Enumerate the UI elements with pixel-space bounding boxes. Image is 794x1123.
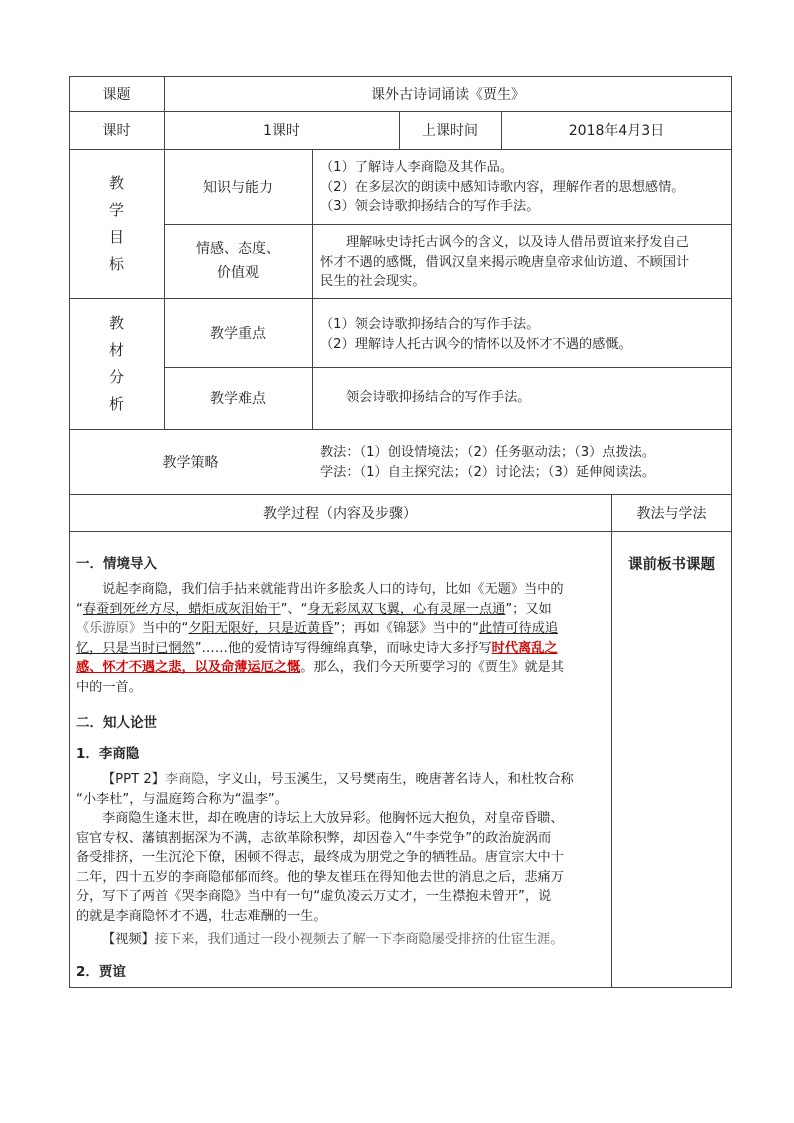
emotion-text: [320, 233, 689, 292]
hours-value: 1课时: [263, 123, 300, 139]
intro-line: [76, 639, 564, 659]
key-points-label: 教学重点: [210, 325, 266, 342]
objectives-group-label: [69, 149, 164, 298]
intro-line: [76, 619, 564, 639]
intro-line: 中的一首。: [76, 679, 142, 695]
intro-text: 。那么，我们今天所要学习的《贾生》就是其: [300, 660, 564, 675]
knowledge-items: [320, 158, 684, 217]
ppt-paragraph: [76, 770, 574, 809]
analysis-char: 析: [108, 394, 124, 413]
emotion-line: 怀才不遇的感慨，借讽汉皇来揭示晚唐皇帝求仙访道、不顾国计: [320, 254, 690, 270]
emotion-label: [164, 224, 312, 298]
hours-label: 课时: [102, 123, 131, 139]
poem-quote: 夕阳无限好，只是近黄昏: [188, 621, 334, 636]
analysis-char: 材: [108, 340, 124, 359]
learning-method: 学法：（1）自主探究法；（2）讨论法；（3）延伸阅读法。: [320, 464, 656, 480]
key-point-item: （1）领会诗歌抑扬结合的写作手法。: [320, 317, 540, 332]
highlight-text: 时代离乱之: [491, 640, 558, 656]
knowledge-item: （3）领会诗歌抑扬结合的写作手法。: [320, 199, 540, 214]
side-note: 课前板书课题: [628, 556, 715, 573]
topic-value: 课外古诗词诵读《贾生》: [371, 86, 525, 103]
knowledge-label: 知识与能力: [203, 179, 273, 196]
poem-title: 《乐游原》: [76, 621, 142, 636]
knowledge-item: （1）了解诗人李商隐及其作品。: [320, 160, 514, 175]
key-points-items: [320, 315, 632, 354]
process-column-header: 教学过程（内容及步骤）: [263, 505, 417, 522]
date-value: 2018年4月3日: [568, 123, 665, 139]
bio-line: 备受排挤，一生沉沦下僚，困顿不得志，最终成为朋党之争的牺牲品。唐宣宗大中十: [76, 850, 564, 865]
difficulty-label: 教学难点: [210, 391, 266, 407]
bio-line: 二年，四十五岁的李商隐郁郁而终。他的挚友崔珏在得知他去世的消息之后，悲痛万: [76, 869, 564, 885]
column-divider: [312, 149, 313, 429]
intro-text: 当中的“: [141, 621, 189, 636]
analysis-group-label: [69, 298, 164, 429]
bio-line: 李商隐生逢末世，却在晚唐的诗坛上大放异彩。他胸怀远大抱负，对皇帝昏聩、: [102, 811, 564, 826]
objectives-char: 教: [108, 173, 124, 192]
intro-text: ”；又如: [505, 601, 552, 617]
bio-line: 的就是李商隐怀才不遇，壮志难酬的一生。: [76, 908, 327, 924]
ppt-tag: 【PPT 2】: [102, 772, 165, 787]
emotion-line: 理解咏史诗托古讽今的含义，以及诗人借吊贾谊来抒发自己: [346, 235, 689, 250]
strategy-label: 教学策略: [162, 454, 219, 471]
intro-line: [76, 600, 564, 620]
ppt-line: “小李杜”，与温庭筠合称为“温李”。: [76, 791, 288, 807]
date-label: 上课时间: [422, 123, 478, 139]
poem-quote: 身无彩凤双飞翼，心有灵犀一点通: [307, 601, 506, 617]
row-divider: [69, 531, 732, 532]
video-text: 接下来，我们通过一段小视频去了解一下李商隐屡受排挤的仕宦生涯。: [154, 932, 564, 947]
objectives-char: 目: [108, 227, 124, 246]
difficulty-value: 领会诗歌抑扬结合的写作手法。: [346, 390, 531, 405]
intro-line: 说起李商隐，我们信手拈来就能背出许多脍炙人口的诗句，比如《无题》当中的: [102, 582, 564, 597]
ppt-line: [76, 770, 574, 790]
highlight-text: 感、怀才不遇之悲，以及命薄运厄之慨: [76, 660, 301, 675]
emotion-label-line: 价值观: [217, 265, 259, 281]
section-2-title: 二．知人论世: [76, 715, 157, 731]
strategy-text: [320, 443, 655, 482]
quote-mark: ”、“: [280, 601, 308, 617]
intro-paragraph: [76, 580, 564, 697]
knowledge-item: （2）在多层次的朗读中感知诗歌内容，理解作者的思想感情。: [320, 179, 685, 195]
emotion-line: 民生的社会现实。: [320, 274, 426, 289]
emotion-label-line: 情感、态度、: [196, 241, 280, 257]
intro-line: [76, 658, 564, 678]
analysis-char: 教: [108, 313, 124, 332]
poem-quote: 春蚕到死丝方尽，蜡炬成灰泪始干: [82, 601, 281, 617]
teaching-method: 教法：（1）创设情境法；（2）任务驱动法；（3）点拨法。: [320, 445, 656, 460]
section-1-title: 一．情境导入: [76, 556, 157, 572]
ppt-text: ，字义山，号玉溪生，又号樊南生，晚唐著名诗人，和杜牧合称: [204, 772, 574, 787]
poem-quote: 忆，只是当时已惘然: [76, 640, 195, 656]
section-2-1-title: 1．李商隐: [76, 746, 140, 762]
key-point-item: （2）理解诗人托古讽今的情怀以及怀才不遇的感慨。: [320, 336, 632, 352]
analysis-char: 分: [108, 367, 124, 386]
objectives-char: 学: [108, 200, 124, 219]
video-paragraph: [76, 930, 564, 950]
method-column-header: 教法与学法: [636, 505, 707, 522]
bio-line: 分，写下了两首《哭李商隐》当中有一句“虚负凌云万丈才，一生襟抱未曾开”，说: [76, 889, 552, 904]
poet-name: 李商隐: [164, 772, 205, 787]
poem-quote: 此情可待成追: [478, 621, 559, 636]
intro-text: ”……他的爱情诗写得缠绵真挚，而咏史诗大多抒写: [194, 640, 492, 656]
video-tag: 【视频】: [102, 932, 155, 947]
intro-text: ”；再如《锦瑟》当中的“: [333, 621, 479, 636]
objectives-char: 标: [108, 254, 124, 273]
bio-line: 宦官专权、藩镇割据深为不满，志欲革除积弊，却因卷入“牛李党争”的政治旋涡而: [76, 830, 552, 846]
section-2-2-title: 2．贾谊: [76, 964, 126, 980]
quote-mark: “: [76, 601, 83, 617]
video-line: [76, 930, 564, 950]
bio-paragraph: [76, 809, 564, 926]
topic-label: 课题: [102, 86, 131, 103]
